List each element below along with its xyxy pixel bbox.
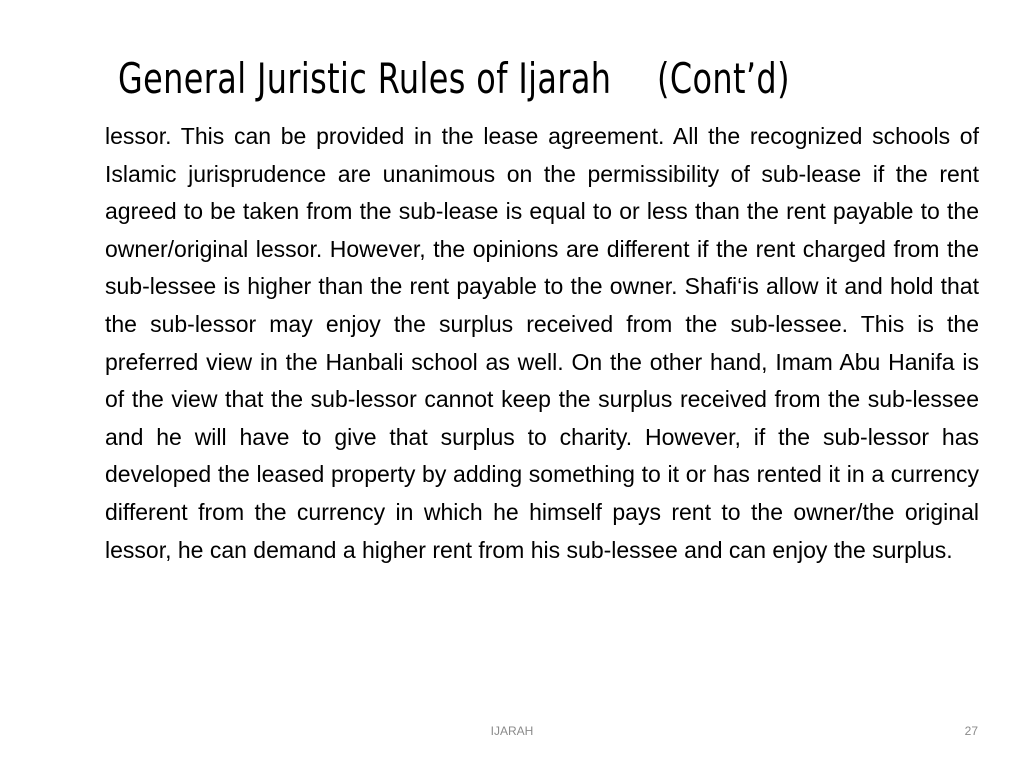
slide-title (118, 50, 790, 114)
footer-label: IJARAH (490, 724, 534, 738)
slide-title-suffix: (Cont’d) (656, 54, 790, 103)
slide-title-text: General Juristic Rules of Ijarah (118, 54, 612, 103)
page-number: 27 (964, 724, 978, 738)
slide-body-text: lessor. This can be provided in the lease agreement. All the recognized schools of Islamic jurisprudence are unanimous on the permissibility of sub-lease if the rent agreed to be taken from the sub-lease is equal to or less than the rent payable to the owner/original lessor. However, the opinions are different if the rent charged from the sub-lessee is higher than the rent payable to the owner. Shafi‘is allow it and hold that the sub-lessor may enjoy the surplus received from the sub-lessee. This is the preferred view in the Hanbali school as well. On the other hand, Imam Abu Hanifa is of the view that the sub-lessor cannot keep the surplus received from the sub-lessee and he will have to give that surplus to charity. However, if the sub-lessor has developed the leased property by adding something to it or has rented it in a currency different from the currency in which he himself pays rent to the owner/the original lessor, he can demand a higher rent from his sub-lessee and can enjoy the surplus. (105, 123, 979, 563)
